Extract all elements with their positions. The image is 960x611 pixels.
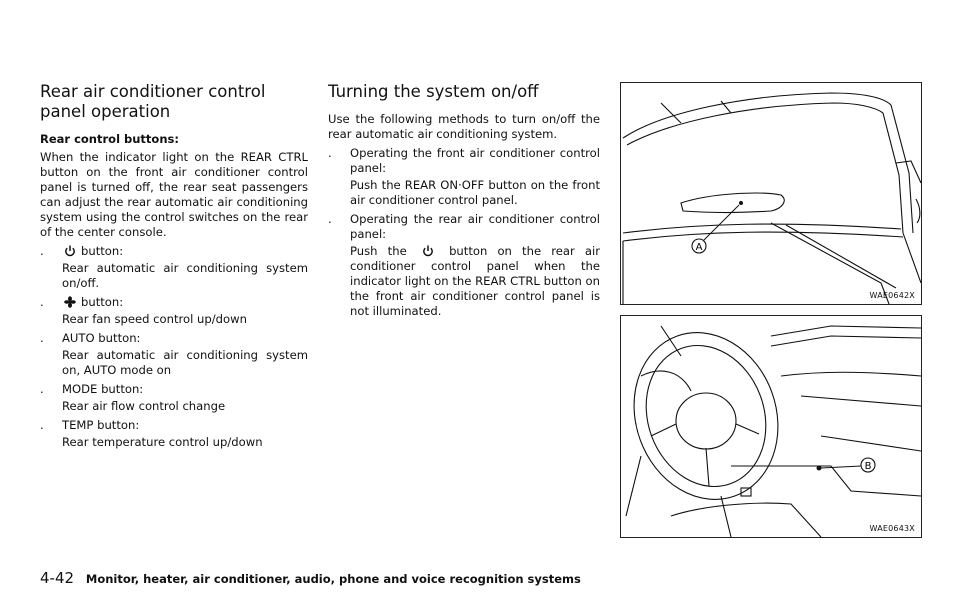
intro-paragraph: Use the following methods to turn on/off the rear automatic air conditioning system. <box>328 112 600 141</box>
section-heading: Rear air conditioner control panel operation <box>40 82 266 121</box>
footer-title: Monitor, heater, air conditioner, audio, phone and voice recognition systems <box>85 572 581 586</box>
item-label: TEMP button: <box>62 418 140 432</box>
bullet: . <box>328 212 332 226</box>
steering-illustration <box>621 316 921 537</box>
figure-code: WAE0642X <box>869 291 915 300</box>
item-label: Operating the front air conditioner control panel: <box>350 146 600 175</box>
item-label: Operating the rear air conditioner control panel: <box>350 212 600 241</box>
list-item <box>40 295 308 310</box>
windshield-illustration <box>621 83 921 304</box>
bullet: . <box>40 382 44 396</box>
bullet: . <box>40 331 44 345</box>
list-item <box>328 146 600 176</box>
left-column <box>40 82 308 454</box>
figure-steering <box>620 315 922 538</box>
bullet: . <box>40 244 44 258</box>
figure-code: WAE0643X <box>869 524 915 533</box>
intro-paragraph: When the indicator light on the REAR CTRL button on the front air conditioner control panel is turned off, the rear seat passengers can adjust the rear automatic air conditioning system using the control switches on the rear of the center console. <box>40 150 308 239</box>
bullet: . <box>328 146 332 160</box>
list-item <box>40 418 308 433</box>
item-description: Rear automatic air conditioning system on/off. <box>62 261 308 290</box>
power-icon <box>420 245 436 257</box>
callout-line <box>703 205 739 241</box>
page-footer <box>40 571 581 586</box>
item-label: MODE button: <box>62 382 144 396</box>
list-item <box>328 212 600 242</box>
power-icon <box>62 245 78 257</box>
item-description: Rear temperature control up/down <box>62 435 263 449</box>
item-label: AUTO button: <box>62 331 141 345</box>
section-heading: Turning the system on/off <box>328 82 539 101</box>
callout-b-label: B <box>864 461 872 472</box>
right-column <box>328 82 600 323</box>
list-item <box>40 382 308 397</box>
fan-icon <box>62 296 78 308</box>
desc-text: Push the <box>350 244 407 258</box>
switch-dot <box>817 466 822 471</box>
bullet: . <box>40 295 44 309</box>
item-label: button: <box>81 295 124 309</box>
list-item <box>40 244 308 259</box>
figure-windshield <box>620 82 922 305</box>
desc-text: button on the rear air conditioner control panel when the indicator light on the REAR CTRL button on the front air conditioner control panel is not illuminated. <box>350 244 601 318</box>
sensor-dot <box>739 201 743 205</box>
item-label: button: <box>81 244 124 258</box>
page-number: 4-42 <box>40 569 75 587</box>
subheading: Rear control buttons: <box>40 132 179 146</box>
item-description: Push the REAR ON·OFF button on the front air conditioner control panel. <box>350 178 600 207</box>
callout-a-label: A <box>695 242 703 253</box>
item-description <box>328 244 600 319</box>
list-item <box>40 331 308 346</box>
bullet: . <box>40 418 44 432</box>
item-description: Rear automatic air conditioning system on, AUTO mode on <box>62 348 308 377</box>
item-description: Rear fan speed control up/down <box>62 312 247 326</box>
item-description: Rear air flow control change <box>62 399 226 413</box>
